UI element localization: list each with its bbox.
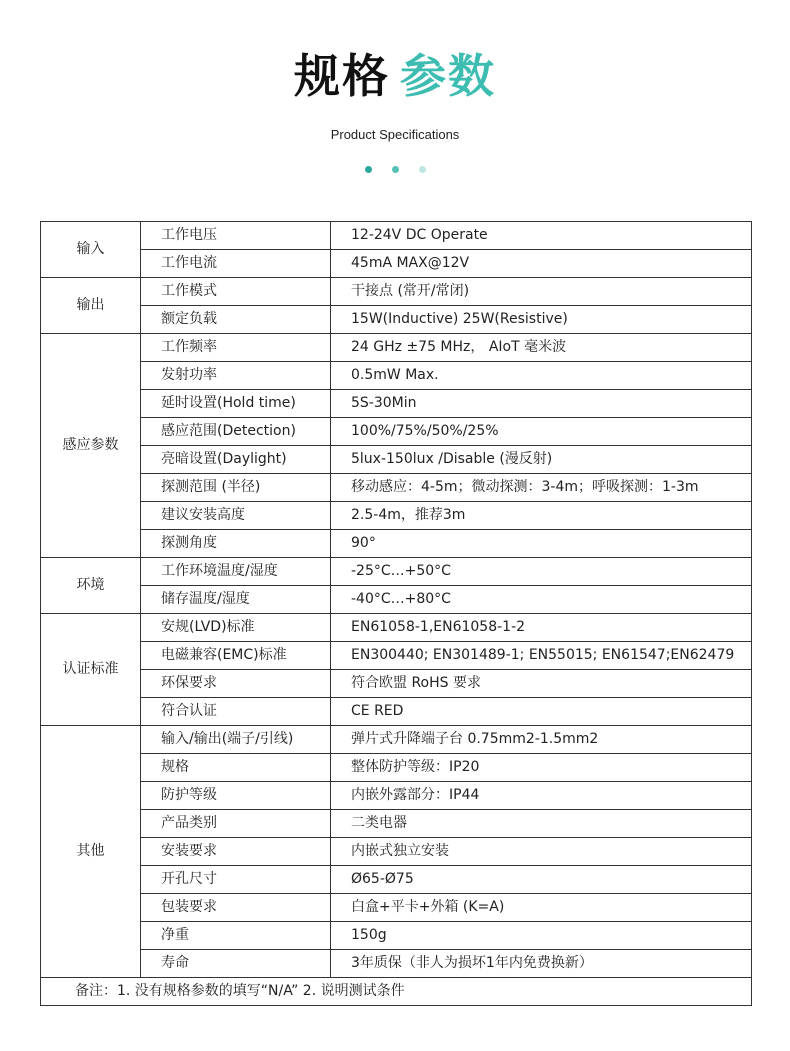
category-cell: 其他 — [41, 726, 141, 978]
table-row — [41, 782, 752, 810]
label-cell: 规格 — [141, 754, 331, 782]
table-row — [41, 278, 752, 306]
value-cell: 二类电器 — [331, 810, 752, 838]
label-cell: 储存温度/湿度 — [141, 586, 331, 614]
label-cell: 亮暗设置(Daylight) — [141, 446, 331, 474]
value-cell: 内嵌外露部分：IP44 — [331, 782, 752, 810]
label-cell: 防护等级 — [141, 782, 331, 810]
table-row — [41, 754, 752, 782]
note-cell: 备注：1. 没有规格参数的填写“N/A” 2. 说明测试条件 — [41, 978, 752, 1006]
table-row — [41, 222, 752, 250]
value-cell: 12-24V DC Operate — [331, 222, 752, 250]
label-cell: 环保要求 — [141, 670, 331, 698]
table-row — [41, 558, 752, 586]
value-cell: 移动感应：4-5m；微动探测：3-4m；呼吸探测：1-3m — [331, 474, 752, 502]
label-cell: 工作频率 — [141, 334, 331, 362]
label-cell: 符合认证 — [141, 698, 331, 726]
table-row — [41, 586, 752, 614]
page-title — [0, 48, 790, 104]
label-cell: 工作模式 — [141, 278, 331, 306]
value-cell: EN300440; EN301489-1; EN55015; EN61547;EN62479 — [331, 642, 752, 670]
dot-icon — [392, 166, 399, 173]
value-cell: 干接点 (常开/常闭) — [331, 278, 752, 306]
table-row — [41, 810, 752, 838]
label-cell: 建议安装高度 — [141, 502, 331, 530]
label-cell: 工作电压 — [141, 222, 331, 250]
table-row — [41, 418, 752, 446]
table-row — [41, 894, 752, 922]
table-row — [41, 866, 752, 894]
value-cell: 150g — [331, 922, 752, 950]
page-subtitle: Product Specifications — [330, 127, 460, 142]
value-cell: 45mA MAX@12V — [331, 250, 752, 278]
dot-icon — [419, 166, 426, 173]
label-cell: 开孔尺寸 — [141, 866, 331, 894]
value-cell: 2.5-4m，推荐3m — [331, 502, 752, 530]
value-cell: 100%/75%/50%/25% — [331, 418, 752, 446]
table-row — [41, 362, 752, 390]
label-cell: 发射功率 — [141, 362, 331, 390]
label-cell: 工作电流 — [141, 250, 331, 278]
title-part-1: 规格 — [294, 49, 390, 103]
category-cell: 感应参数 — [41, 334, 141, 558]
value-cell: 15W(Inductive) 25W(Resistive) — [331, 306, 752, 334]
table-row — [41, 390, 752, 418]
label-cell: 额定负载 — [141, 306, 331, 334]
value-cell: -25°C…+50°C — [331, 558, 752, 586]
table-row — [41, 838, 752, 866]
category-cell: 环境 — [41, 558, 141, 614]
page-header — [0, 0, 790, 200]
table-row — [41, 698, 752, 726]
category-cell: 输出 — [41, 278, 141, 334]
value-cell: 5S-30Min — [331, 390, 752, 418]
value-cell: 符合欧盟 RoHS 要求 — [331, 670, 752, 698]
note-row — [41, 978, 752, 1006]
value-cell: 24 GHz ±75 MHz， AIoT 毫米波 — [331, 334, 752, 362]
title-part-2: 参数 — [400, 49, 496, 103]
value-cell: 整体防护等级：IP20 — [331, 754, 752, 782]
table-row — [41, 726, 752, 754]
value-cell: 内嵌式独立安装 — [331, 838, 752, 866]
value-cell: 弹片式升降端子台 0.75mm2-1.5mm2 — [331, 726, 752, 754]
label-cell: 电磁兼容(EMC)标准 — [141, 642, 331, 670]
table-row — [41, 922, 752, 950]
label-cell: 安装要求 — [141, 838, 331, 866]
decorative-dots — [0, 166, 790, 173]
value-cell: Ø65-Ø75 — [331, 866, 752, 894]
dot-icon — [365, 166, 372, 173]
table-row — [41, 670, 752, 698]
label-cell: 感应范围(Detection) — [141, 418, 331, 446]
value-cell: 3年质保（非人为损坏1年内免费换新） — [331, 950, 752, 978]
table-row — [41, 334, 752, 362]
label-cell: 工作环境温度/湿度 — [141, 558, 331, 586]
table-row — [41, 502, 752, 530]
value-cell: EN61058-1,EN61058-1-2 — [331, 614, 752, 642]
table-row — [41, 474, 752, 502]
label-cell: 产品类别 — [141, 810, 331, 838]
table-row — [41, 446, 752, 474]
label-cell: 寿命 — [141, 950, 331, 978]
value-cell: 0.5mW Max. — [331, 362, 752, 390]
value-cell: 5lux-150lux /Disable (漫反射) — [331, 446, 752, 474]
label-cell: 延时设置(Hold time) — [141, 390, 331, 418]
value-cell: CE RED — [331, 698, 752, 726]
label-cell: 探测角度 — [141, 530, 331, 558]
label-cell: 输入/输出(端子/引线) — [141, 726, 331, 754]
table-row — [41, 642, 752, 670]
label-cell: 探测范围 (半径) — [141, 474, 331, 502]
spec-table — [40, 221, 752, 1006]
table-row — [41, 250, 752, 278]
table-row — [41, 306, 752, 334]
label-cell: 净重 — [141, 922, 331, 950]
category-cell: 输入 — [41, 222, 141, 278]
category-cell: 认证标准 — [41, 614, 141, 726]
table-row — [41, 614, 752, 642]
value-cell: 90° — [331, 530, 752, 558]
table-row — [41, 950, 752, 978]
value-cell: -40°C…+80°C — [331, 586, 752, 614]
table-row — [41, 530, 752, 558]
label-cell: 安规(LVD)标准 — [141, 614, 331, 642]
value-cell: 白盒+平卡+外箱 (K=A) — [331, 894, 752, 922]
label-cell: 包装要求 — [141, 894, 331, 922]
